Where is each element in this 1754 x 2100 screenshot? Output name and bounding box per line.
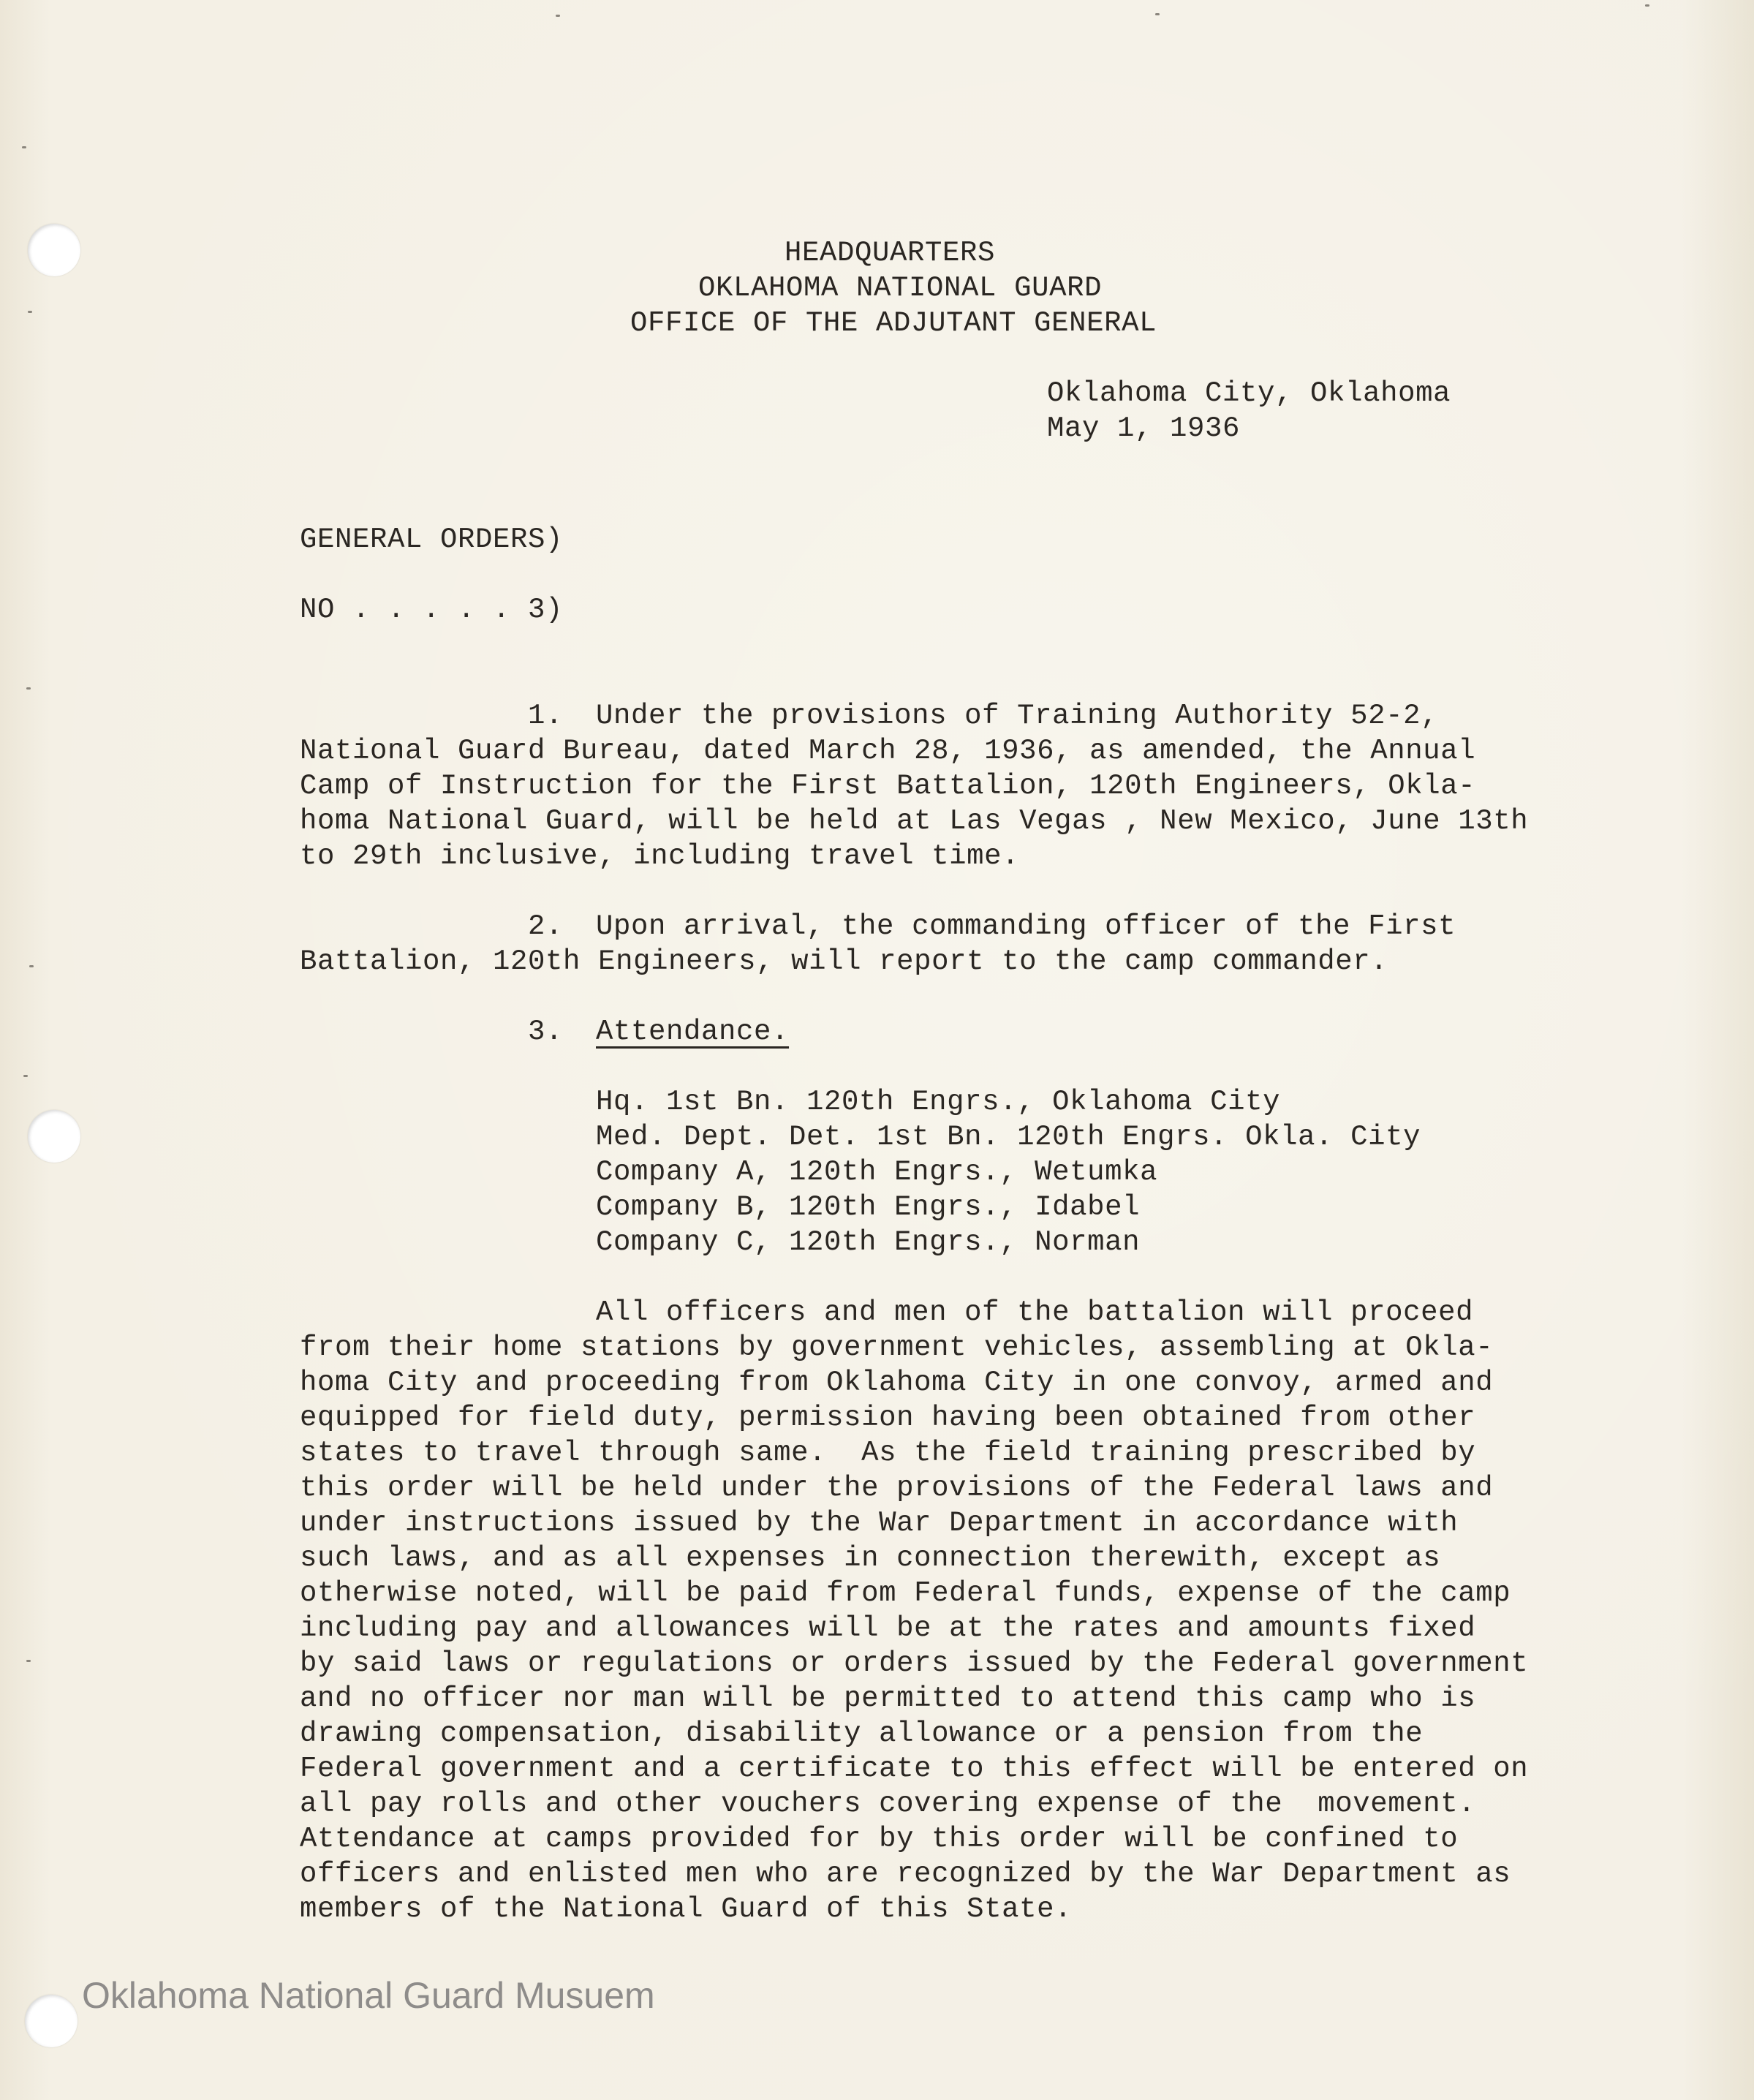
para1-number: 1. [528, 700, 564, 732]
museum-watermark: Oklahoma National Guard Musuem [82, 1975, 655, 2016]
body-line: equipped for field duty, permission having been obtained from other [300, 1402, 1476, 1434]
paper-speck [1645, 4, 1649, 7]
para2-line: Battalion, 120th Engineers, will report to the camp commander. [300, 945, 1388, 978]
para3-number: 3. [528, 1016, 564, 1048]
body-line: this order will be held under the provisions of the Federal laws and [300, 1472, 1494, 1504]
header-office: OFFICE OF THE ADJUTANT GENERAL [630, 307, 1157, 339]
binder-hole-bottom [25, 1995, 78, 2047]
general-orders-label: GENERAL ORDERS) [300, 524, 564, 556]
body-line: including pay and allowances will be at the rates and amounts fixed [300, 1612, 1476, 1644]
body-line: otherwise noted, will be paid from Federal funds, expense of the camp [300, 1577, 1511, 1609]
paper-speck [556, 15, 560, 17]
para1-line: Under the provisions of Training Authority 52-2, [596, 700, 1439, 732]
paper-speck [23, 1075, 28, 1077]
para1-line: to 29th inclusive, including travel time. [300, 840, 1020, 872]
header-headquarters: HEADQUARTERS [785, 237, 996, 269]
body-line: by said laws or regulations or orders issued by the Federal government [300, 1647, 1529, 1680]
unit-line: Company A, 120th Engrs., Wetumka [596, 1156, 1158, 1188]
paper-speck [28, 311, 32, 313]
order-number: NO . . . . . 3) [300, 594, 564, 626]
unit-line: Company C, 120th Engrs., Norman [596, 1226, 1141, 1258]
body-line: states to travel through same. As the field training prescribed by [300, 1437, 1476, 1469]
para2-number: 2. [528, 910, 564, 943]
paper-speck [1155, 13, 1160, 15]
place-line: Oklahoma City, Oklahoma [1047, 377, 1451, 409]
body-line: all pay rolls and other vouchers covering expense of the movement. [300, 1788, 1476, 1820]
paper-speck [26, 1660, 31, 1662]
para1-line: National Guard Bureau, dated March 28, 1936, as amended, the Annual [300, 735, 1476, 767]
body-line: Attendance at camps provided for by this order will be confined to [300, 1823, 1459, 1855]
date-line: May 1, 1936 [1047, 412, 1241, 445]
para1-line: homa National Guard, will be held at Las Vegas , New Mexico, June 13th [300, 805, 1529, 837]
body-line: and no officer nor man will be permitted to attend this camp who is [300, 1682, 1476, 1715]
body-line: officers and enlisted men who are recognized by the War Department as [300, 1858, 1511, 1890]
body-line: homa City and proceeding from Oklahoma City in one convoy, armed and [300, 1367, 1494, 1399]
body-line: Federal government and a certificate to this effect will be entered on [300, 1753, 1529, 1785]
body-line: from their home stations by government vehicles, assembling at Okla- [300, 1332, 1494, 1364]
paper-speck [22, 146, 26, 148]
body-line: drawing compensation, disability allowance or a pension from the [300, 1718, 1424, 1750]
unit-line: Company B, 120th Engrs., Idabel [596, 1191, 1141, 1223]
body-line: such laws, and as all expenses in connection therewith, except as [300, 1542, 1441, 1574]
unit-line: Hq. 1st Bn. 120th Engrs., Oklahoma City [596, 1086, 1281, 1118]
para1-line: Camp of Instruction for the First Battalion, 120th Engineers, Okla- [300, 770, 1476, 802]
paper-speck [26, 687, 31, 690]
body-line: under instructions issued by the War Department in accordance with [300, 1507, 1459, 1539]
attendance-heading: Attendance. [596, 1016, 790, 1048]
header-organization: OKLAHOMA NATIONAL GUARD [698, 272, 1103, 304]
unit-line: Med. Dept. Det. 1st Bn. 120th Engrs. Okla. City [596, 1121, 1421, 1153]
binder-hole-top [28, 224, 80, 276]
binder-hole-middle [28, 1110, 80, 1163]
para2-line: Upon arrival, the commanding officer of the First [596, 910, 1456, 943]
body-line: All officers and men of the battalion will proceed [596, 1296, 1474, 1329]
body-line: members of the National Guard of this State. [300, 1893, 1073, 1925]
paper-speck [29, 965, 34, 967]
